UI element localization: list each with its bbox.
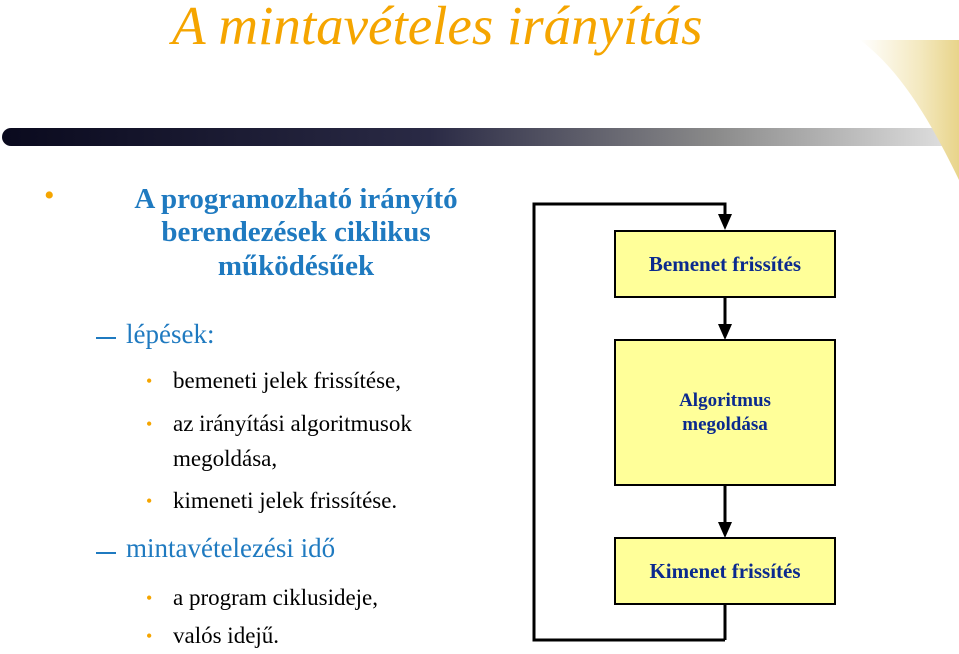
- section1-item3: kimeneti jelek frissítése.: [173, 488, 398, 513]
- main-bullet-line3: működésűek: [217, 249, 375, 282]
- section1-item1-dot: •: [146, 371, 153, 391]
- section1-dash: [96, 337, 116, 339]
- box-input-refresh-label: Bemenet frissítés: [648, 251, 802, 276]
- section2-item2: valós idejű.: [173, 623, 280, 648]
- section1-item2-dot: •: [146, 414, 153, 434]
- arrow2-head: [718, 522, 732, 538]
- box-output-refresh: [614, 537, 836, 605]
- section2-item1: a program ciklusideje,: [173, 585, 379, 610]
- box-input-refresh: [614, 230, 836, 298]
- arrow1-head: [718, 324, 732, 340]
- title-divider-bar: [0, 112, 959, 162]
- section2-item2-dot: •: [146, 626, 153, 646]
- loop-arrow-head: [718, 214, 732, 230]
- main-bullet-text: [86, 183, 506, 283]
- main-bullet-line1: A programozható irányító: [134, 183, 458, 215]
- slide-title: A mintavételes irányítás: [172, 0, 703, 56]
- section2-item1-dot: •: [146, 588, 153, 608]
- section1-heading: lépések:: [126, 319, 215, 349]
- section1-item2: az irányítási algoritmusok: [173, 411, 412, 436]
- box-output-refresh-label: Kimenet frissítés: [649, 558, 801, 583]
- main-bullet-dot: •: [44, 179, 55, 212]
- section1-item2-cont: megoldása,: [173, 446, 278, 471]
- section1-item3-dot: •: [146, 491, 153, 511]
- box-algorithm-label-line2: megoldása: [682, 413, 768, 435]
- box-algorithm-solve: [614, 339, 836, 486]
- section2-heading: mintavételezési idő: [126, 533, 336, 563]
- section1-item1: bemeneti jelek frissítése,: [173, 368, 402, 393]
- section2-dash: [96, 552, 116, 554]
- box-algorithm-label-line1: Algoritmus: [679, 389, 771, 411]
- corner-swoosh: [820, 40, 959, 180]
- main-bullet-line2: berendezések ciklikus: [161, 216, 431, 249]
